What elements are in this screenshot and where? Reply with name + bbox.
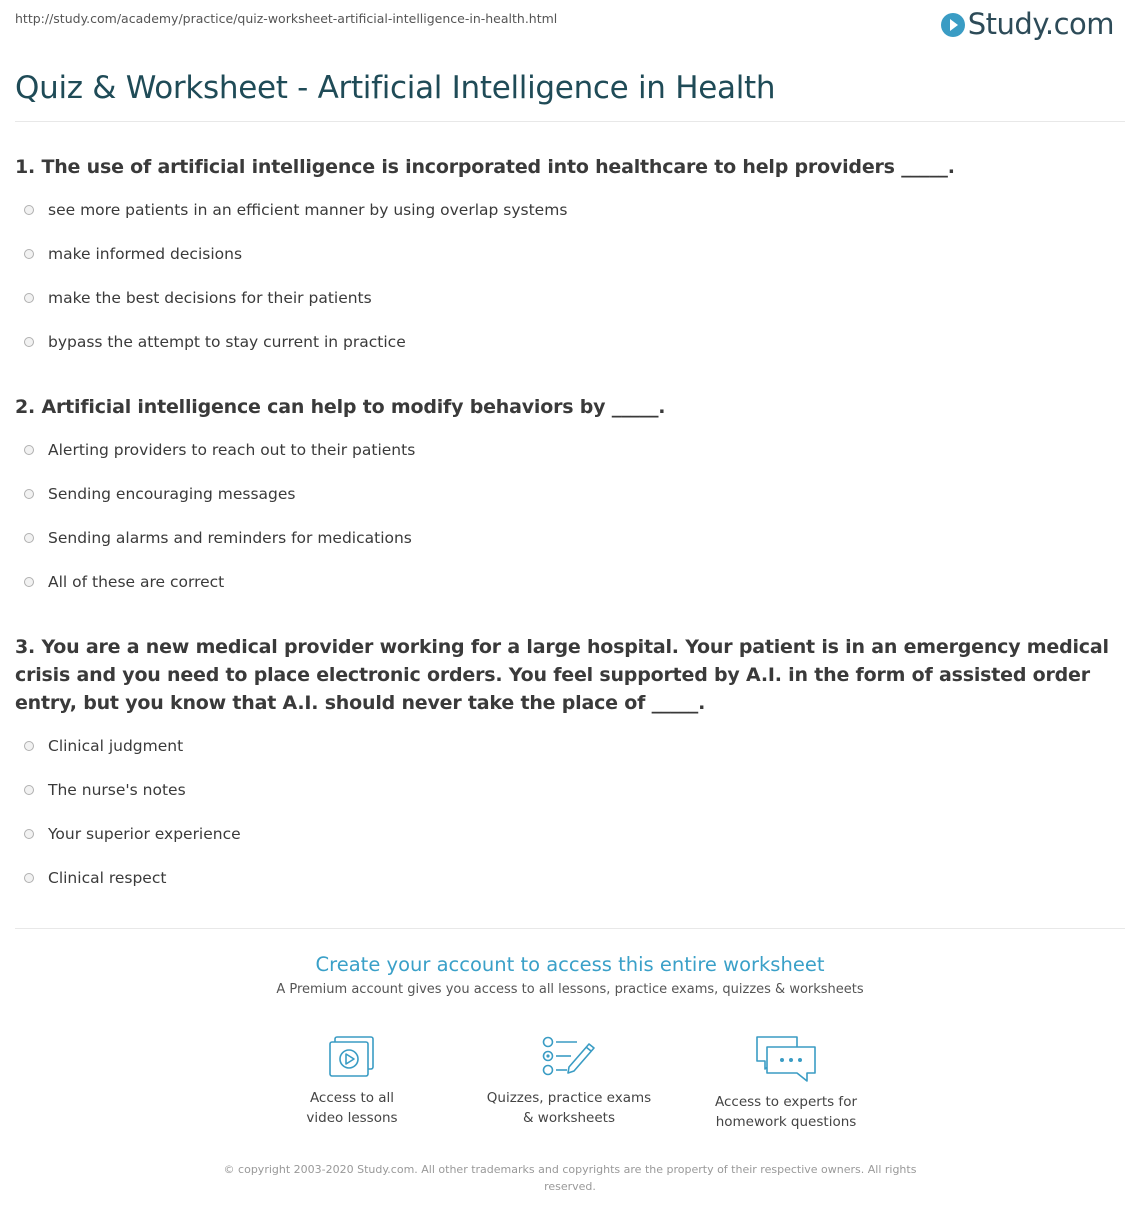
feature-label-line2: homework questions (715, 1114, 857, 1130)
radio-button[interactable] (24, 205, 34, 215)
feature-quizzes (459, 1034, 679, 1128)
option-label: make the best decisions for their patients (48, 289, 372, 307)
answer-option[interactable] (24, 244, 242, 264)
radio-button[interactable] (24, 249, 34, 259)
radio-button[interactable] (24, 445, 34, 455)
option-label: Clinical judgment (48, 737, 184, 755)
radio-button[interactable] (24, 829, 34, 839)
feature-video-lessons (242, 1034, 462, 1128)
feature-label-line2: video lessons (306, 1110, 398, 1126)
option-label: make informed decisions (48, 245, 243, 263)
option-label: Alerting providers to reach out to their patients (48, 441, 416, 459)
logo-text: Study.com (967, 7, 1114, 41)
answer-option[interactable] (24, 528, 412, 548)
feature-label-line1: Access to all (309, 1090, 395, 1106)
answer-option[interactable] (24, 288, 372, 308)
divider (15, 928, 1125, 929)
option-label: Your superior experience (48, 825, 241, 843)
question-3: 3. You are a new medical provider working for a large hospital. Your patient is in an emergency medical crisis and you need to place electronic orders. You feel supported by A.I. in the form of assisted order entry, but you know that A.I. should never take the place of _____. (15, 636, 1109, 714)
question-2: 2. Artificial intelligence can help to modify behaviors by _____. (15, 396, 666, 418)
study-logo[interactable] (941, 6, 1114, 42)
option-label: All of these are correct (48, 573, 225, 591)
radio-button[interactable] (24, 785, 34, 795)
divider (15, 121, 1125, 122)
answer-option[interactable] (24, 780, 186, 800)
page-title: Quiz & Worksheet - Artificial Intelligence in Health (15, 70, 776, 106)
feature-label-line1: Quizzes, practice exams (486, 1090, 652, 1106)
cta-subtitle: A Premium account gives you access to all lessons, practice exams, quizzes & worksheets (276, 982, 864, 997)
radio-button[interactable] (24, 577, 34, 587)
option-label: Clinical respect (48, 869, 167, 887)
radio-button[interactable] (24, 741, 34, 751)
chat-bubbles-icon (753, 1034, 819, 1084)
question-1: 1. The use of artificial intelligence is incorporated into healthcare to help providers _____. (15, 156, 955, 178)
quiz-checklist-icon (539, 1034, 599, 1080)
answer-option[interactable] (24, 572, 224, 592)
answer-option[interactable] (24, 200, 567, 220)
feature-experts (676, 1034, 896, 1132)
radio-button[interactable] (24, 293, 34, 303)
radio-button[interactable] (24, 337, 34, 347)
feature-label-line1: Access to experts for (714, 1094, 857, 1110)
option-label: Sending encouraging messages (48, 485, 296, 503)
page-url: http://study.com/academy/practice/quiz-worksheet-artificial-intelligence-in-health.html (15, 11, 558, 26)
option-label: The nurse's notes (48, 781, 186, 799)
option-label: bypass the attempt to stay current in practice (48, 333, 406, 351)
radio-button[interactable] (24, 533, 34, 543)
feature-label-line2: & worksheets (522, 1110, 615, 1126)
option-label: see more patients in an efficient manner by using overlap systems (48, 201, 568, 219)
radio-button[interactable] (24, 873, 34, 883)
play-circle-icon (941, 13, 965, 37)
answer-option[interactable] (24, 332, 406, 352)
radio-button[interactable] (24, 489, 34, 499)
option-label: Sending alarms and reminders for medications (48, 529, 412, 547)
video-lessons-icon (326, 1034, 378, 1080)
answer-option[interactable] (24, 868, 166, 888)
answer-option[interactable] (24, 824, 241, 844)
answer-option[interactable] (24, 736, 183, 756)
answer-option[interactable] (24, 440, 415, 460)
answer-option[interactable] (24, 484, 295, 504)
cta-title[interactable]: Create your account to access this entire worksheet (315, 953, 825, 976)
copyright-notice: © copyright 2003-2020 Study.com. All other trademarks and copyrights are the property of their respective owners. All rights reserved. (223, 1163, 917, 1193)
